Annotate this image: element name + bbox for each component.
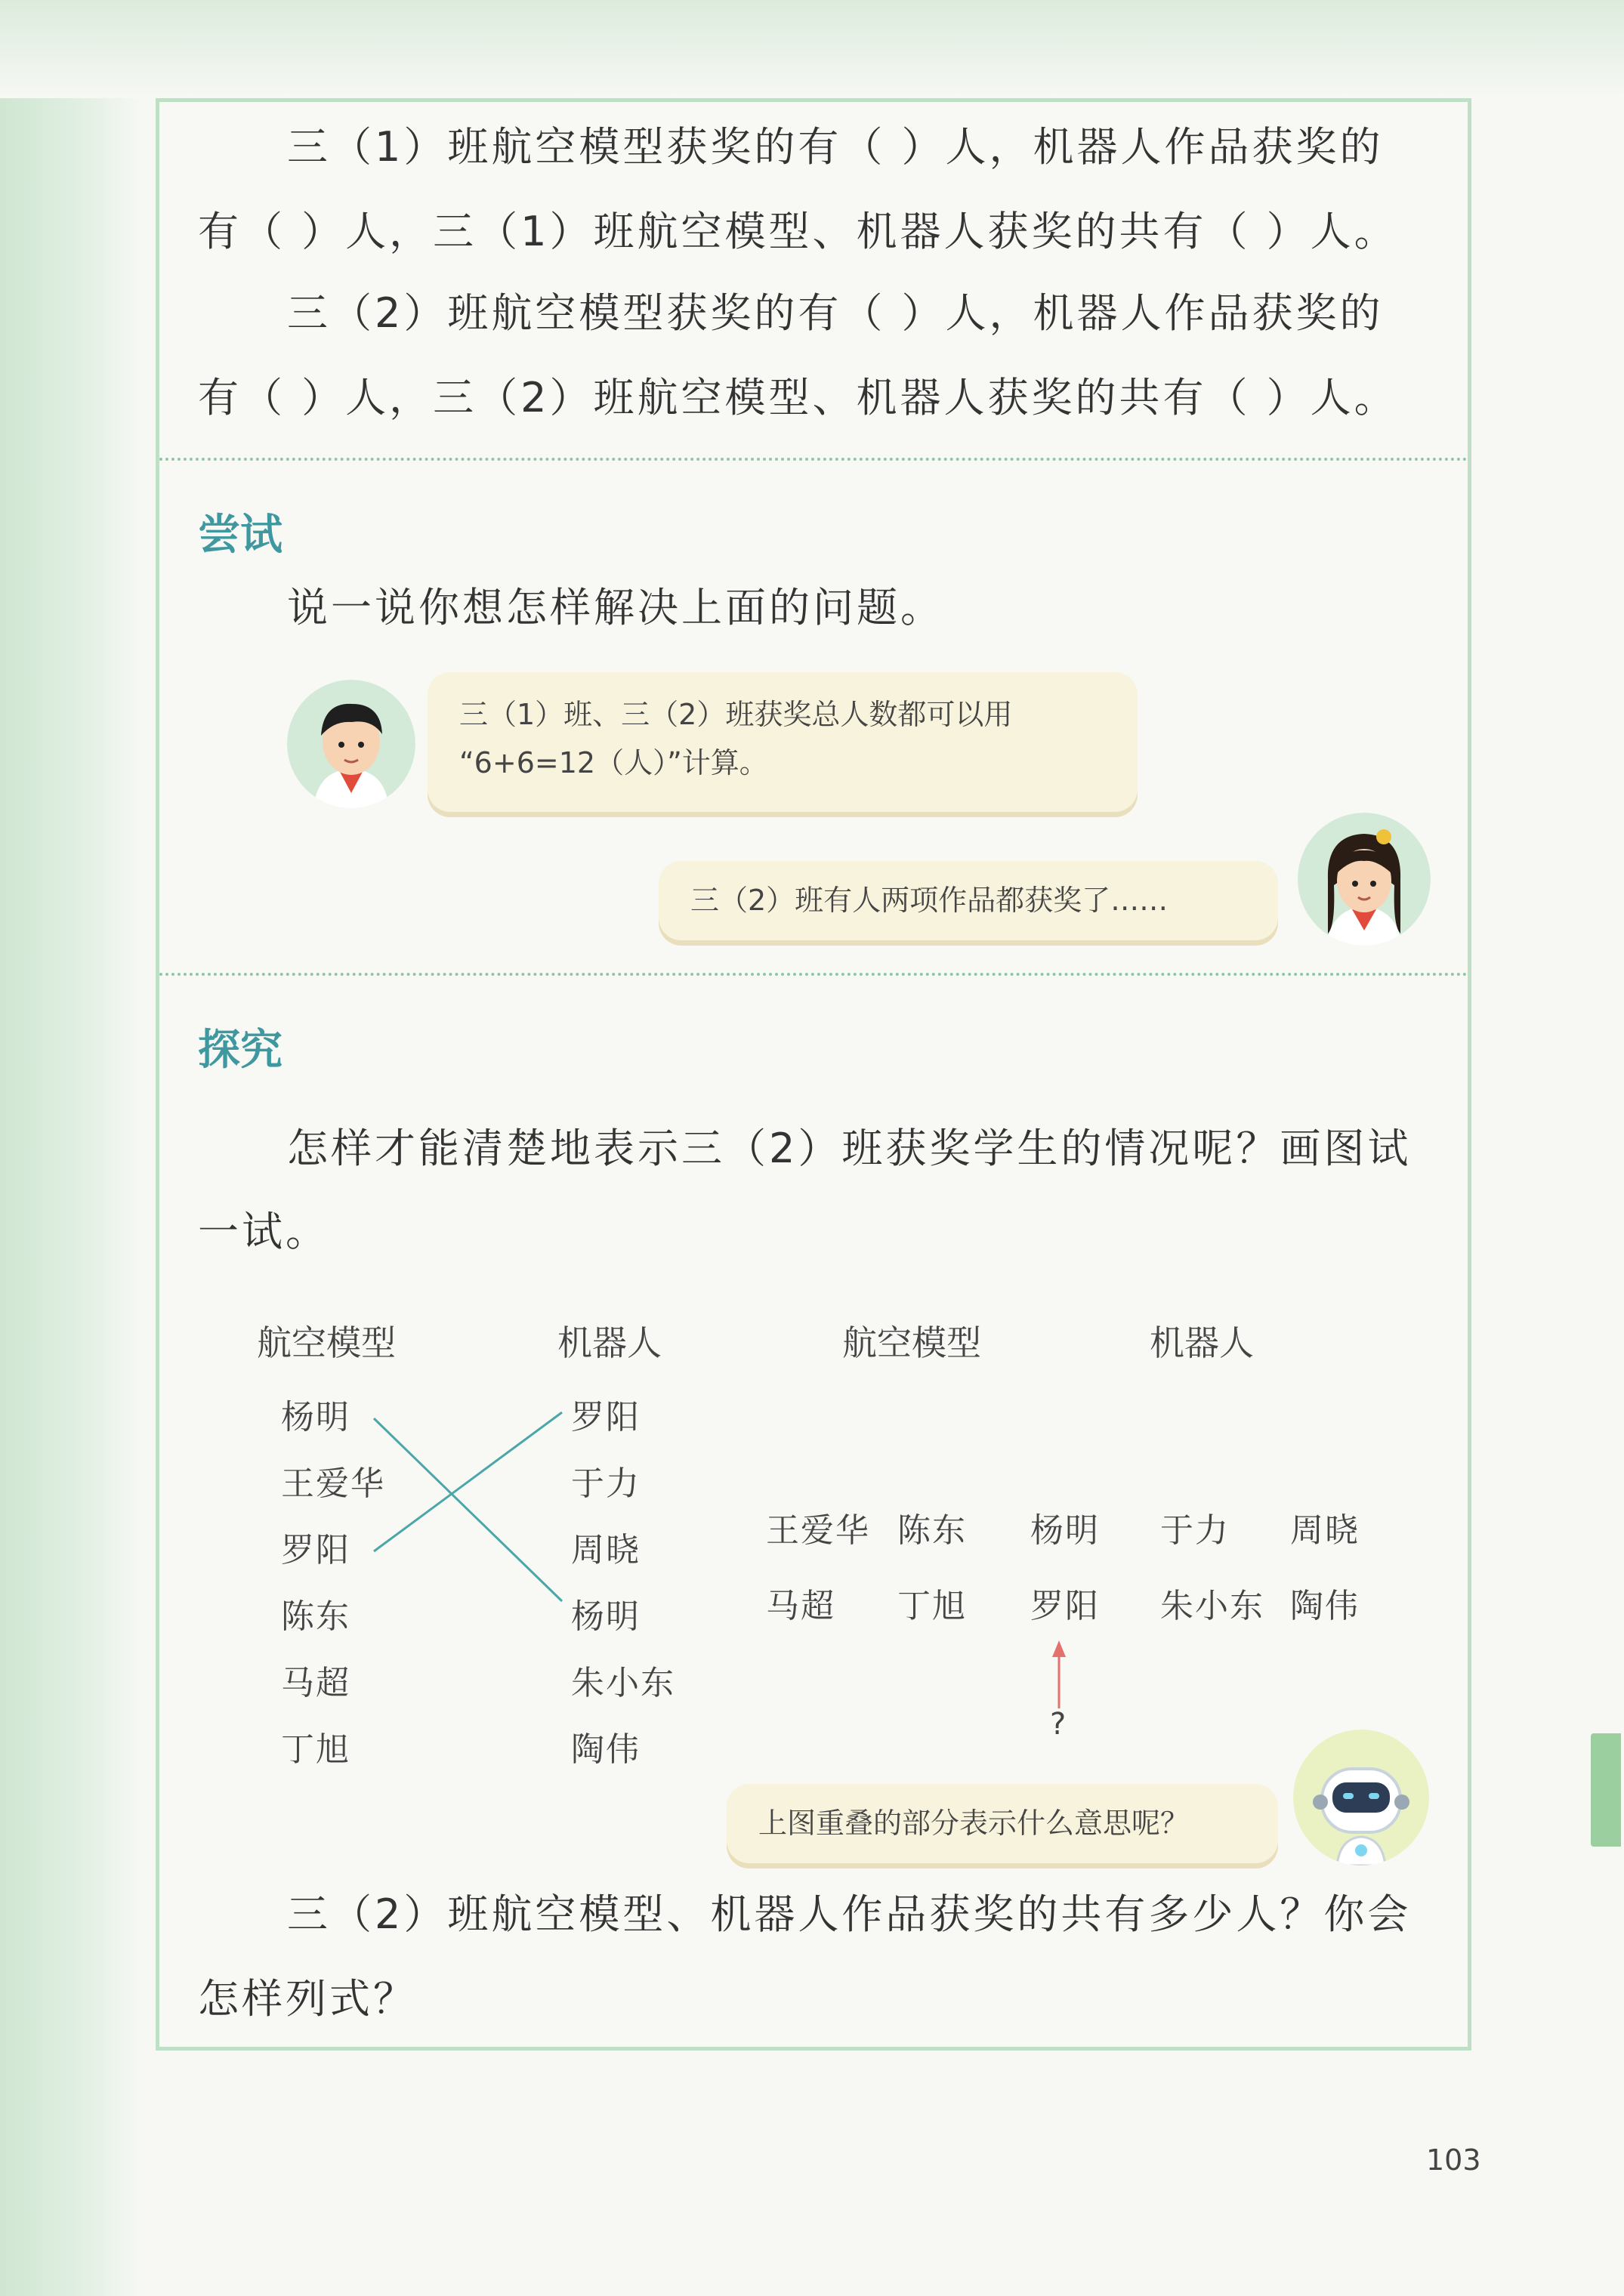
diagram2-left-name: 马超 (766, 1587, 835, 1625)
diagram1-col2-name: 周晓 (571, 1531, 641, 1569)
diagram1-col1-name: 丁旭 (281, 1730, 350, 1769)
diagram2-left-name: 王爱华 (766, 1511, 870, 1550)
overlap-question-mark: ? (1050, 1707, 1068, 1742)
robot-speech-bubble (727, 1784, 1278, 1863)
diagram2-overlap-name: 杨明 (1030, 1511, 1100, 1550)
diagram1-col1-name: 杨明 (281, 1398, 350, 1437)
diagram2-right-name: 陶伟 (1290, 1587, 1360, 1625)
diagram2-right-name: 周晓 (1290, 1511, 1360, 1550)
diagram1-col2-name: 杨明 (571, 1597, 641, 1636)
robot-bubble-text: 上图重叠的部分表示什么意思呢？ (758, 1807, 1190, 1840)
robot-avatar (1293, 1730, 1429, 1866)
diagram1-col2-name: 朱小东 (571, 1664, 675, 1702)
final-question-line2: 怎样列式？ (198, 1975, 417, 2023)
explore-question-line2: 一试。 (198, 1208, 329, 1255)
diagram2-right-name: 朱小东 (1160, 1587, 1264, 1625)
boy-bubble-line1: 三（1）班、三（2）班获奖总人数都可以用 (459, 698, 1013, 731)
connector-luoyang (374, 1412, 562, 1551)
page-number: 103 (1426, 2143, 1481, 2177)
diagram2-left-head: 航空模型 (842, 1322, 981, 1363)
diagram1-col1-name: 马超 (281, 1664, 350, 1702)
diagram2-overlap-name: 罗阳 (1030, 1587, 1100, 1625)
intro-p2-line1: 三（2）班航空模型获奖的有（ ）人，机器人作品获奖的 (287, 289, 1384, 337)
diagram2-right-name: 于力 (1160, 1511, 1230, 1550)
connector-yangming (374, 1418, 562, 1601)
try-heading: 尝试 (198, 511, 283, 560)
diagram1-col2-head: 机器人 (557, 1322, 662, 1363)
final-question-line1: 三（2）班航空模型、机器人作品获奖的共有多少人？你会 (287, 1890, 1412, 1938)
intro-p2-line2: 有（ ）人，三（2）班航空模型、机器人获奖的共有（ ）人。 (198, 374, 1398, 421)
diagram1-col2-name: 于力 (571, 1464, 641, 1503)
diagram1-col1-name: 陈东 (281, 1597, 350, 1636)
diagram1-col1-head: 航空模型 (257, 1322, 396, 1363)
girl-bubble-text: 三（2）班有人两项作品都获奖了…… (690, 884, 1169, 917)
diagram1-col2-name: 罗阳 (571, 1398, 641, 1437)
boy-bubble-line2: “6+6=12（人）”计算。 (459, 746, 768, 779)
explore-heading: 探究 (198, 1026, 283, 1075)
diagram2-right-head: 机器人 (1150, 1322, 1254, 1363)
diagram1-col1-name: 罗阳 (281, 1531, 350, 1569)
arrow-head (1052, 1640, 1066, 1657)
try-prompt: 说一说你想怎样解决上面的问题。 (287, 584, 944, 631)
diagram2-left-name: 丁旭 (897, 1587, 967, 1625)
diagram1-col1-name: 王爱华 (281, 1464, 385, 1503)
explore-question-line1: 怎样才能清楚地表示三（2）班获奖学生的情况呢？画图试 (287, 1125, 1412, 1172)
intro-p1-line1: 三（1）班航空模型获奖的有（ ）人，机器人作品获奖的 (287, 123, 1384, 171)
intro-p1-line2: 有（ ）人，三（1）班航空模型、机器人获奖的共有（ ）人。 (198, 208, 1398, 255)
diagram1-col2-name: 陶伟 (571, 1730, 641, 1769)
diagram2-left-name: 陈东 (897, 1511, 967, 1550)
